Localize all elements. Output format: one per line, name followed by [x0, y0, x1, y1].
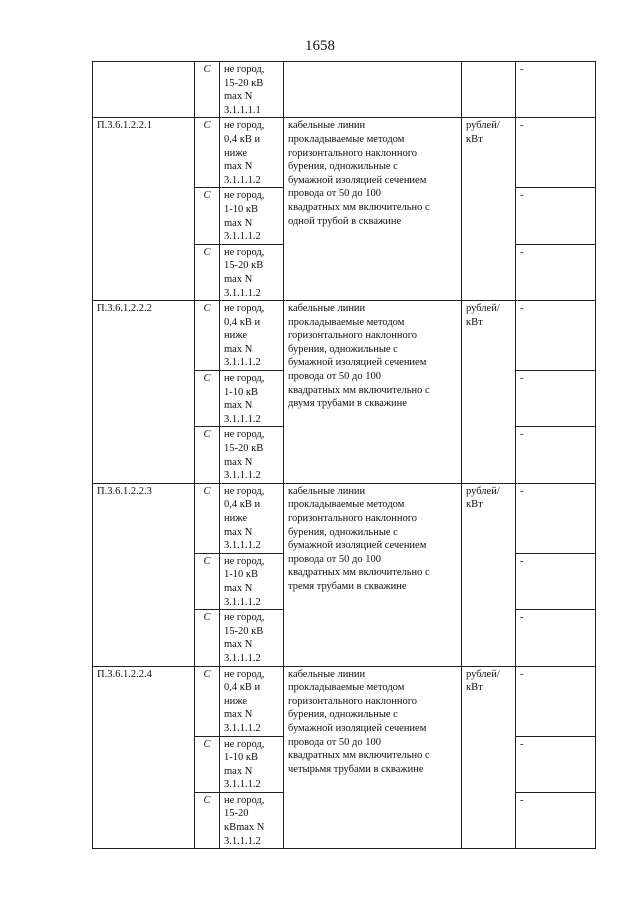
description-line: провода от 50 до 100: [288, 736, 381, 748]
condition-line: max N: [224, 526, 253, 538]
condition-line: не город,: [224, 794, 265, 806]
condition-line: 15-20 кВ: [224, 625, 264, 637]
description-line: четырьмя трубами в скважине: [288, 763, 424, 775]
condition-line: max N: [224, 217, 253, 229]
value-cell: -: [516, 610, 596, 666]
code-cell: [93, 62, 195, 118]
condition-line: 3.1.1.1.2: [224, 722, 261, 734]
condition-line: 1-10 кВ: [224, 203, 258, 215]
code-cell: П.3.6.1.2.2.2: [93, 301, 195, 484]
value-cell: -: [516, 188, 596, 244]
condition-line: 3.1.1.1.2: [224, 540, 261, 552]
unit-line: кВт: [466, 682, 483, 694]
unit-cell: [462, 301, 516, 484]
value-cell: -: [516, 666, 596, 736]
condition-line: не город,: [224, 668, 265, 680]
tariff-table: [92, 61, 596, 849]
class-cell: С: [195, 244, 220, 300]
description-line: кабельные линии: [288, 303, 366, 315]
class-cell: С: [195, 371, 220, 427]
condition-line: 3.1.1.1.2: [224, 596, 261, 608]
condition-line: max N: [224, 709, 253, 721]
description-cell: [284, 118, 462, 301]
condition-line: 3.1.1.1.2: [224, 174, 261, 186]
description-line: бумажной изоляцией сечением: [288, 722, 427, 734]
condition-line: max N: [224, 161, 253, 173]
description-line: кабельные линии: [288, 668, 366, 680]
condition-line: не город,: [224, 190, 265, 202]
condition-line: 0,4 кВ и: [224, 682, 261, 694]
description-line: бурения, одножильные с: [288, 343, 398, 355]
unit-line: рублей/: [466, 668, 500, 680]
condition-cell: [220, 483, 284, 553]
unit-line: кВт: [466, 499, 483, 511]
value-cell: -: [516, 62, 596, 118]
condition-cell: [220, 610, 284, 666]
description-cell: [284, 666, 462, 849]
description-line: бурения, одножильные с: [288, 709, 398, 721]
unit-cell: [462, 666, 516, 849]
unit-line: рублей/: [466, 485, 500, 497]
page-number: 1658: [305, 38, 335, 54]
condition-line: max N: [224, 91, 253, 103]
condition-cell: [220, 427, 284, 483]
class-cell: С: [195, 118, 220, 188]
code-cell: П.3.6.1.2.2.1: [93, 118, 195, 301]
value-cell: -: [516, 427, 596, 483]
condition-line: 0,4 кВ и: [224, 499, 261, 511]
description-line: провода от 50 до 100: [288, 553, 381, 565]
condition-line: 15-20: [224, 808, 249, 820]
condition-cell: [220, 301, 284, 371]
condition-cell: [220, 244, 284, 300]
value-cell: -: [516, 244, 596, 300]
condition-line: не город,: [224, 485, 265, 497]
condition-line: не город,: [224, 555, 265, 567]
description-line: прокладываемые методом: [288, 682, 405, 694]
condition-line: не город,: [224, 246, 265, 258]
class-cell: С: [195, 553, 220, 609]
class-cell: С: [195, 792, 220, 848]
unit-cell: [462, 483, 516, 666]
table-row: [93, 666, 596, 736]
unit-line: кВт: [466, 316, 483, 328]
condition-line: max N: [224, 456, 253, 468]
description-line: квадратных мм включительно с: [288, 567, 430, 579]
description-line: бурения, одножильные с: [288, 526, 398, 538]
class-cell: С: [195, 483, 220, 553]
value-cell: -: [516, 118, 596, 188]
class-cell: С: [195, 666, 220, 736]
description-line: бумажной изоляцией сечением: [288, 174, 427, 186]
condition-line: 3.1.1.1.2: [224, 413, 261, 425]
condition-cell: [220, 666, 284, 736]
description-cell: [284, 301, 462, 484]
condition-line: 3.1.1.1.2: [224, 652, 261, 664]
condition-line: 0,4 кВ и: [224, 133, 261, 145]
description-line: бумажной изоляцией сечением: [288, 540, 427, 552]
condition-line: 3.1.1.1.2: [224, 357, 261, 369]
description-cell: [284, 62, 462, 118]
condition-line: ниже: [224, 695, 248, 707]
description-line: кабельные линии: [288, 485, 366, 497]
condition-cell: [220, 188, 284, 244]
tariff-table-body: [93, 62, 596, 849]
class-cell: С: [195, 736, 220, 792]
value-cell: -: [516, 301, 596, 371]
condition-line: 1-10 кВ: [224, 386, 258, 398]
condition-line: не город,: [224, 738, 265, 750]
unit-cell: [462, 118, 516, 301]
description-line: горизонтального наклонного: [288, 695, 418, 707]
condition-line: не город,: [224, 429, 265, 441]
value-cell: -: [516, 553, 596, 609]
description-line: квадратных мм включительно с: [288, 201, 430, 213]
condition-cell: [220, 736, 284, 792]
unit-line: кВт: [466, 133, 483, 145]
description-line: прокладываемые методом: [288, 133, 405, 145]
condition-line: 0,4 кВ и: [224, 316, 261, 328]
condition-line: 3.1.1.1.2: [224, 779, 261, 791]
description-line: горизонтального наклонного: [288, 330, 418, 342]
description-line: горизонтального наклонного: [288, 513, 418, 524]
condition-line: ниже: [224, 147, 248, 159]
condition-line: ниже: [224, 513, 248, 524]
condition-line: не город,: [224, 373, 265, 385]
condition-cell: [220, 553, 284, 609]
description-line: провода от 50 до 100: [288, 188, 381, 200]
description-line: тремя трубами в скважине: [288, 580, 407, 592]
condition-cell: [220, 62, 284, 118]
condition-line: max N: [224, 343, 253, 355]
condition-line: 3.1.1.1.1: [224, 104, 261, 116]
description-line: бумажной изоляцией сечением: [288, 357, 427, 369]
condition-line: 1-10 кВ: [224, 569, 258, 581]
value-cell: -: [516, 371, 596, 427]
condition-line: max N: [224, 765, 253, 777]
condition-line: 3.1.1.1.2: [224, 287, 261, 299]
class-cell: С: [195, 301, 220, 371]
condition-line: max N: [224, 273, 253, 285]
condition-line: 15-20 кВ: [224, 260, 264, 272]
description-line: квадратных мм включительно с: [288, 384, 430, 396]
class-cell: С: [195, 62, 220, 118]
description-line: двумя трубами в скважине: [288, 398, 407, 410]
description-line: прокладываемые методом: [288, 499, 405, 511]
description-line: бурения, одножильные с: [288, 161, 398, 173]
description-line: кабельные линии: [288, 120, 366, 132]
class-cell: С: [195, 188, 220, 244]
condition-line: max N: [224, 639, 253, 651]
code-cell: П.3.6.1.2.2.4: [93, 666, 195, 849]
description-line: одной трубой в скважине: [288, 215, 402, 227]
condition-line: не город,: [224, 612, 265, 624]
table-row: [93, 62, 596, 118]
code-cell: П.3.6.1.2.2.3: [93, 483, 195, 666]
description-line: прокладываемые методом: [288, 316, 405, 328]
description-cell: [284, 483, 462, 666]
condition-line: 3.1.1.1.2: [224, 470, 261, 482]
value-cell: -: [516, 792, 596, 848]
description-line: горизонтального наклонного: [288, 147, 418, 159]
condition-line: 15-20 кВ: [224, 77, 264, 89]
condition-line: max N: [224, 400, 253, 412]
class-cell: С: [195, 610, 220, 666]
value-cell: -: [516, 483, 596, 553]
description-line: провода от 50 до 100: [288, 371, 381, 383]
unit-line: рублей/: [466, 120, 500, 132]
condition-line: ниже: [224, 330, 248, 342]
table-row: [93, 301, 596, 371]
value-cell: -: [516, 736, 596, 792]
condition-line: не город,: [224, 303, 265, 315]
table-row: [93, 118, 596, 188]
condition-line: 15-20 кВ: [224, 443, 264, 455]
description-line: квадратных мм включительно с: [288, 750, 430, 762]
class-cell: С: [195, 427, 220, 483]
condition-line: max N: [224, 582, 253, 594]
condition-cell: [220, 792, 284, 848]
condition-cell: [220, 118, 284, 188]
unit-cell: [462, 62, 516, 118]
condition-line: 3.1.1.1.2: [224, 835, 261, 847]
unit-line: рублей/: [466, 303, 500, 315]
condition-line: не город,: [224, 120, 265, 132]
table-row: [93, 483, 596, 553]
condition-line: 3.1.1.1.2: [224, 231, 261, 243]
condition-cell: [220, 371, 284, 427]
condition-line: не город,: [224, 64, 265, 75]
condition-line: 1-10 кВ: [224, 752, 258, 764]
condition-line: кВmax N: [224, 822, 265, 834]
